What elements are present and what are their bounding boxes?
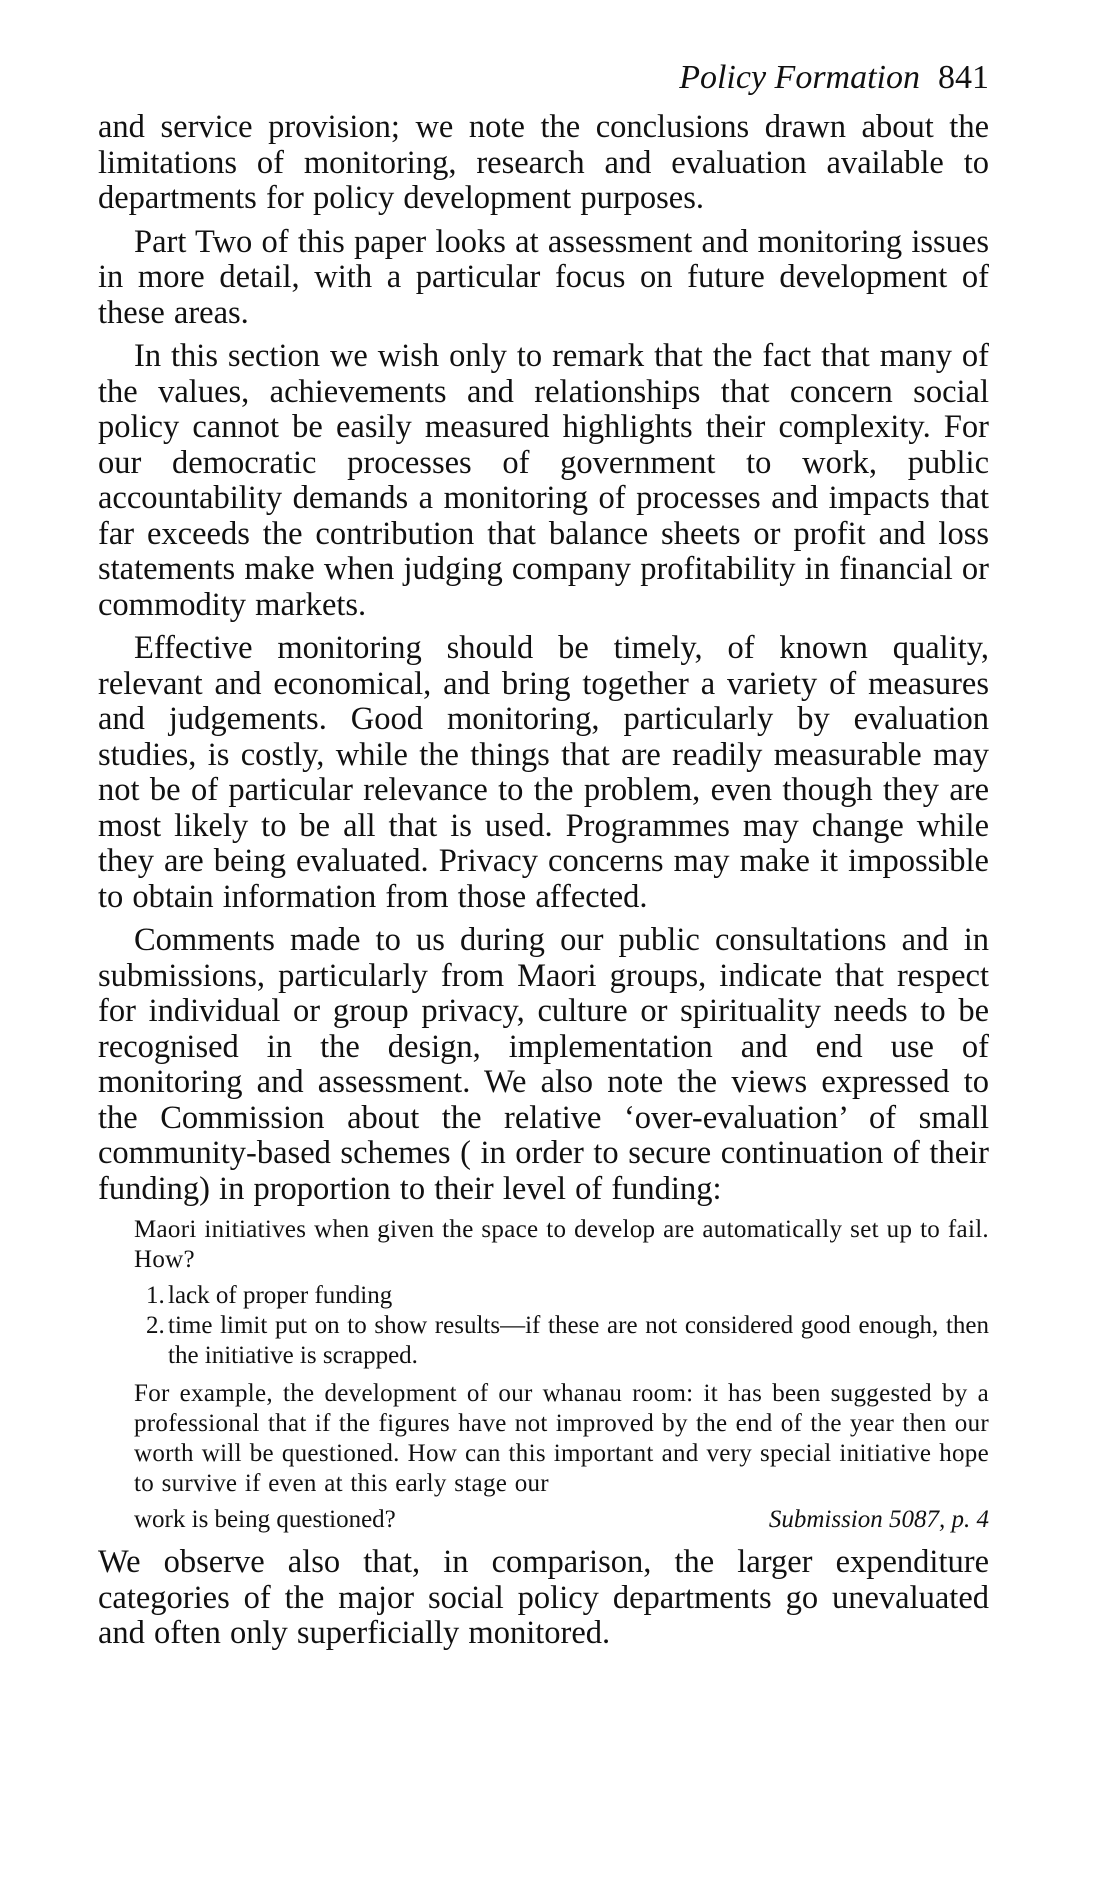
list-item-number: 2. [146,1312,165,1339]
list-item-text: time limit put on to show results—if these are not considered good enough, then the initiative is scrapped. [168,1312,989,1369]
running-header [98,58,989,98]
body-text [98,110,989,1207]
quote-example-end: work is being questioned? [134,1506,396,1533]
paragraph: Comments made to us during our public consultations and in submissions, particularly from Maori groups, indicate that respect for individual or group privacy, culture or spirituality needs to be recognised in the design, implementation and end use of monitoring and assessment. We also note the views expressed to the Commission about the relative ‘over-evaluation’ of small community-based schemes ( in order to secure continuation of their funding) in proportion to their level of funding: [98,922,989,1207]
paragraph: Part Two of this paper looks at assessment and monitoring issues in more detail, with a particular focus on future development of these areas. [98,223,989,331]
list-item-text: lack of proper funding [168,1282,393,1309]
quote-source-line [134,1505,989,1535]
page-number: 841 [938,59,989,96]
paragraph: and service provision; we note the conclusions drawn about the limitations of monitoring, research and evaluation available to departments for policy development purposes. [98,109,989,216]
quote-list [134,1281,989,1371]
list-item [134,1281,989,1311]
closing-text [98,1545,989,1652]
quote-intro: Maori initiatives when given the space to develop are automatically set up to fail. How? [134,1216,989,1273]
citation: Submission 5087, p. 4 [768,1506,989,1533]
paragraph: In this section we wish only to remark that the fact that many of the values, achievements and relationships that concern social policy cannot be easily measured highlights their complexity. For our democratic processes of government to work, public accountability demands a monitoring of processes and impacts that far exceeds the contribution that balance sheets or profit and loss statements make when judging company profitability in financial or commodity markets. [98,338,989,623]
list-item-number: 1. [146,1282,165,1309]
paragraph: Effective monitoring should be timely, of known quality, relevant and economical, and bring together a variety of measures and judgements. Good monitoring, particularly by evaluation studies, is costly, while the things that are readily measurable may not be of particular relevance to the problem, even though they are most likely to be all that is used. Programmes may change while they are being evaluated. Privacy concerns may make it impossible to obtain information from those affected. [98,630,989,915]
list-item [134,1311,989,1371]
block-quote [134,1215,989,1535]
document-page [98,58,989,1660]
quote-example: For example, the development of our whanau room: it has been suggested by a professional that if the figures have not improved by the end of the year then our worth will be questioned. How can this important and very special initiative hope to survive if even at this early stage our [134,1380,989,1497]
running-title: Policy Formation [679,59,920,96]
closing-paragraph: We observe also that, in comparison, the larger expenditure categories of the major social policy departments go unevaluated and often only superficially monitored. [98,1544,989,1651]
